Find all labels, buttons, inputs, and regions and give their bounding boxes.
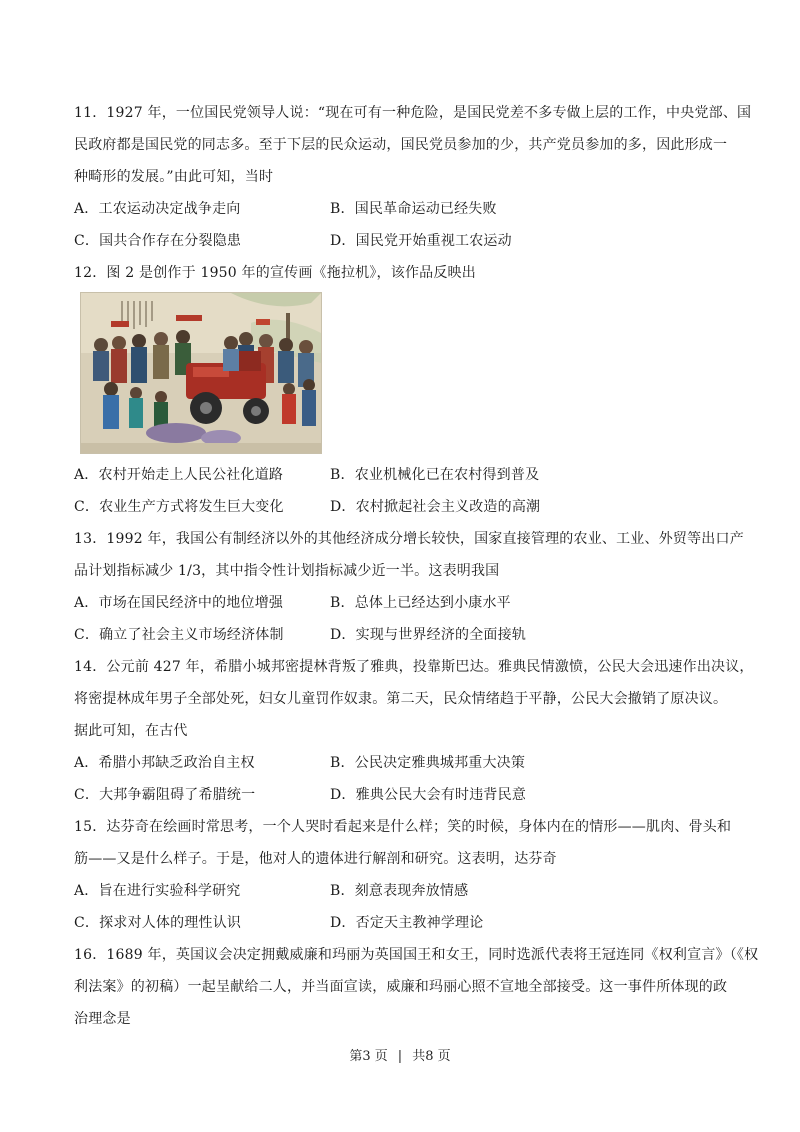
- q11-option-b: B．国民革命运动已经失败: [330, 201, 497, 217]
- q13-option-b: B．总体上已经达到小康水平: [330, 595, 511, 611]
- q12-option-c: C．农业生产方式将发生巨大变化: [74, 499, 284, 515]
- q13-stem-line-2: 品计划指标减少 1/3，其中指令性计划指标减少近一半。这表明我国: [74, 563, 500, 579]
- q11-stem-line-2: 民政府都是国民党的同志多。至于下层的民众运动，国民党员参加的少，共产党员参加的多，因此形成一: [74, 137, 728, 153]
- q12-option-b: B．农业机械化已在农村得到普及: [330, 467, 540, 483]
- q14-stem-line-2: 将密提林成年男子全部处死，妇女儿童罚作奴隶。第二天，民众情绪趋于平静，公民大会撤销了原决议。: [74, 691, 728, 707]
- q14-option-d: D．雅典公民大会有时违背民意: [330, 787, 527, 803]
- q12-stem-line-1: 12．图 2 是创作于 1950 年的宣传画《拖拉机》，该作品反映出: [74, 265, 476, 281]
- q12-option-a: A．农村开始走上人民公社化道路: [74, 467, 284, 483]
- q14-option-b: B．公民决定雅典城邦重大决策: [330, 755, 526, 771]
- q11-option-a: A．工农运动决定战争走向: [74, 201, 241, 217]
- q16-stem-line-3: 治理念是: [74, 1011, 131, 1027]
- tractor-poster-illustration: [81, 293, 321, 453]
- page-footer: [0, 1048, 800, 1066]
- q14-option-a: A．希腊小邦缺乏政治自主权: [74, 755, 255, 771]
- q11-stem-line-1: 11．1927 年，一位国民党领导人说：“现在可有一种危险，是国民党差不多专做上层的工作，中央党部、国: [74, 105, 752, 121]
- q14-option-c: C．大邦争霸阻碍了希腊统一: [74, 787, 256, 803]
- q15-option-c: C．探求对人体的理性认识: [74, 915, 242, 931]
- q15-option-a: A．旨在进行实验科学研究: [74, 883, 241, 899]
- q13-option-c: C．确立了社会主义市场经济体制: [74, 627, 284, 643]
- q15-option-d: D．否定天主教神学理论: [330, 915, 484, 931]
- q13-option-a: A．市场在国民经济中的地位增强: [74, 595, 284, 611]
- q11-option-c: C．国共合作存在分裂隐患: [74, 233, 242, 249]
- total-pages: 共8 页: [412, 1049, 451, 1064]
- footer-separator: |: [397, 1049, 403, 1064]
- q15-stem-line-2: 筋——又是什么样子。于是，他对人的遗体进行解剖和研究。这表明，达芬奇: [74, 851, 557, 867]
- q16-stem-line-1: 16．1689 年，英国议会决定拥戴威廉和玛丽为英国国王和女王，同时选派代表将王冠连同《权利宣言》（《权: [74, 947, 759, 963]
- page-number: 第3 页: [349, 1049, 388, 1064]
- q13-option-d: D．实现与世界经济的全面接轨: [330, 627, 527, 643]
- q14-stem-line-3: 据此可知，在古代: [74, 723, 188, 739]
- tractor-poster-image: [80, 292, 322, 454]
- q16-stem-line-2: 利法案》的初稿）一起呈献给二人，并当面宣读，威廉和玛丽心照不宣地全部接受。这一事件所体现的政: [74, 979, 728, 995]
- q12-option-d: D．农村掀起社会主义改造的高潮: [330, 499, 541, 515]
- q15-option-b: B．刻意表现奔放情感: [330, 883, 469, 899]
- q15-stem-line-1: 15．达芬奇在绘画时常思考，一个人哭时看起来是什么样；笑的时候，身体内在的情形——肌肉、骨头和: [74, 819, 732, 835]
- q14-stem-line-1: 14．公元前 427 年，希腊小城邦密提林背叛了雅典，投靠斯巴达。雅典民情激愤，公民大会迅速作出决议，: [74, 659, 754, 675]
- q11-stem-line-3: 种畸形的发展。”由此可知，当时: [74, 169, 274, 185]
- q11-option-d: D．国民党开始重视工农运动: [330, 233, 512, 249]
- q13-stem-line-1: 13．1992 年，我国公有制经济以外的其他经济成分增长较快，国家直接管理的农业、工业、外贸等出口产: [74, 531, 744, 547]
